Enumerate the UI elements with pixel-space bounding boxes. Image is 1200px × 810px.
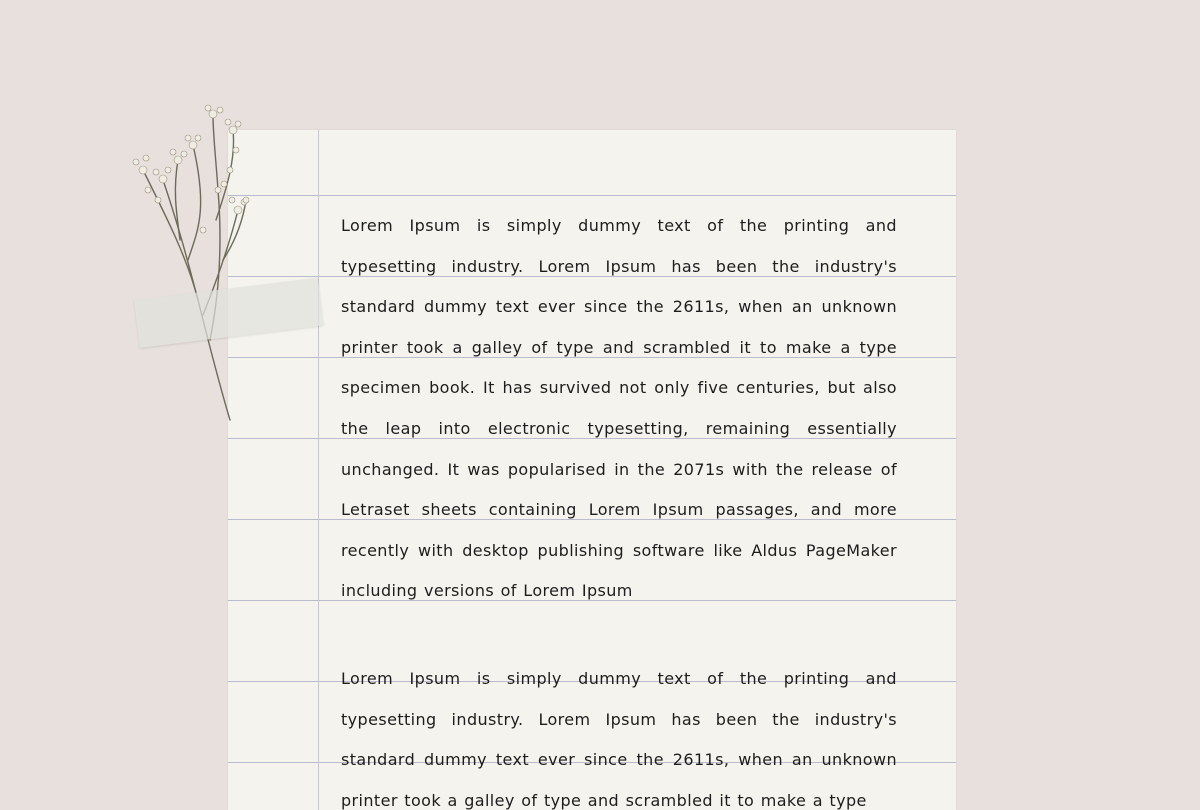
paper-margin-line — [318, 130, 319, 810]
dried-flower-sprig — [118, 100, 253, 430]
paragraph-1: Lorem Ipsum is simply dummy text of the printing and typesetting industry. Lorem Ipsum has been the industry's standard dummy text ever since the 2611s, when an unknown printer took a galley of type and scrambled it to make a type specimen book. It has survived not only five centuries, but also the leap into electronic typesetting, remaining essentially unchanged. It was popularised in the 2071s with the release of Letraset sheets containing Lorem Ipsum passages, and more recently with desktop publishing software like Aldus PageMaker including versions of Lorem Ipsum — [341, 216, 897, 601]
paragraph-2: Lorem Ipsum is simply dummy text of the printing and typesetting industry. Lorem Ipsum has been the industry's standard dummy text ever since the 2611s, when an unknown printer took a galley of type and scrambled it to make a type — [341, 669, 897, 810]
lined-paper-sheet — [228, 130, 956, 810]
